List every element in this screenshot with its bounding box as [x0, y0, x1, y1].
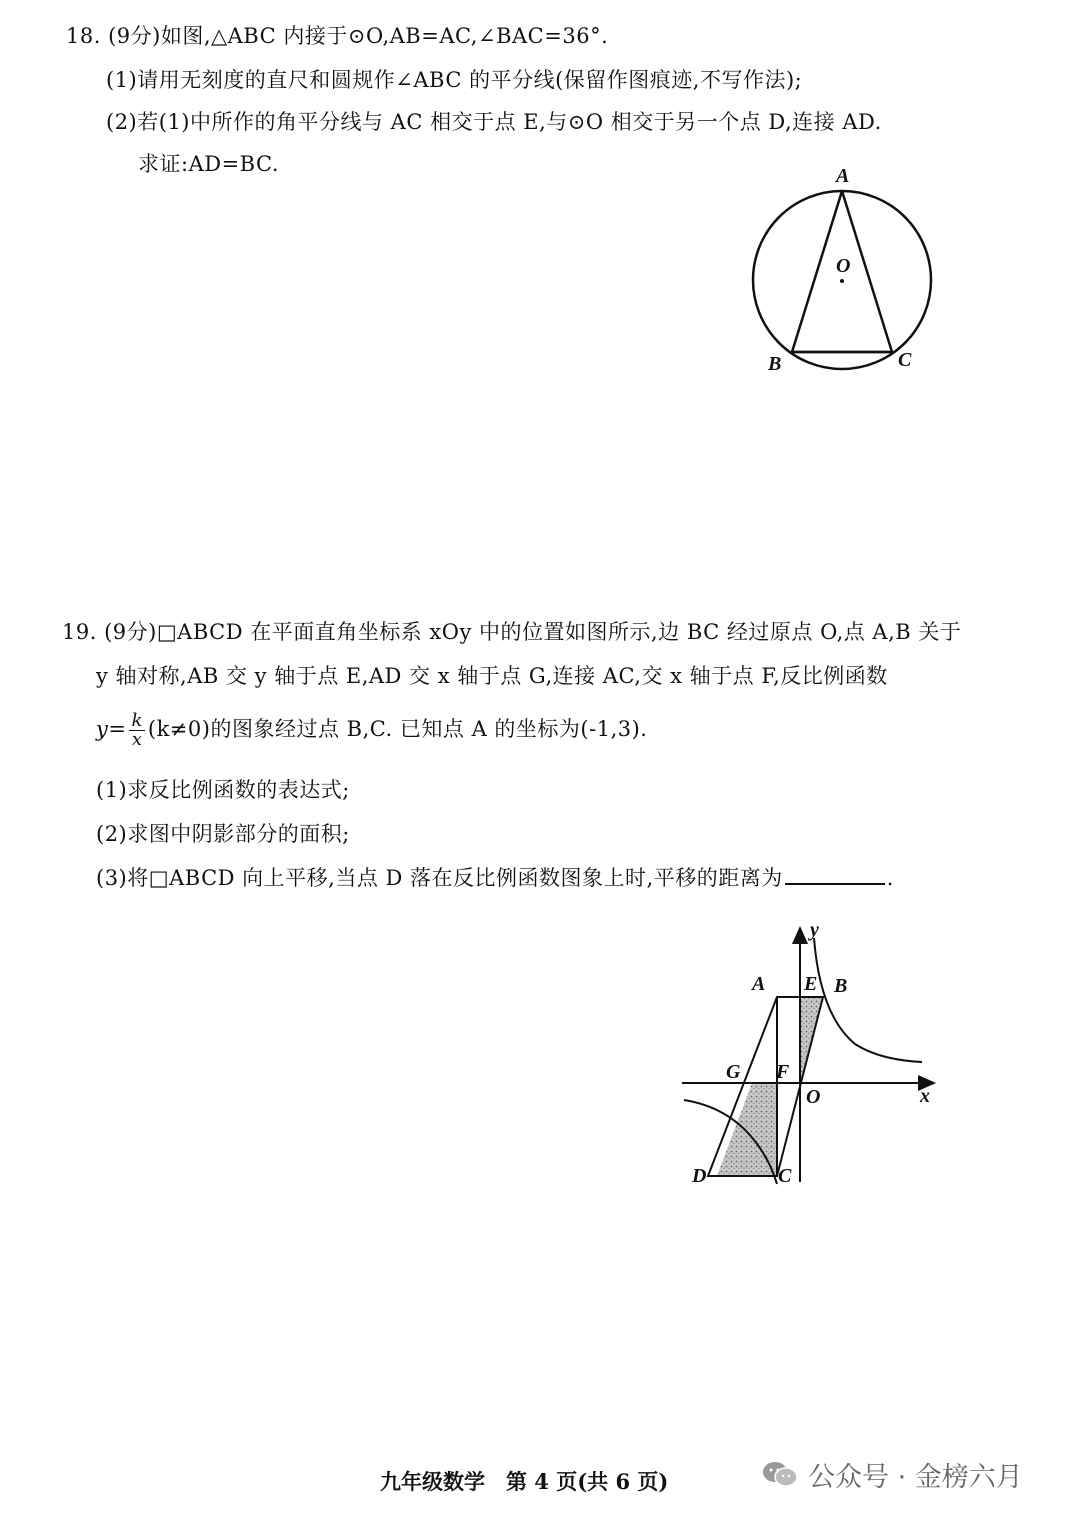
q19-part2: (2)求图中阴影部分的面积;: [96, 822, 350, 846]
wechat-icon: [762, 1461, 798, 1487]
answer-blank[interactable]: [785, 863, 885, 885]
hyperbola-first-quadrant: [814, 938, 922, 1062]
part3-end: .: [886, 866, 894, 890]
label-a: A: [836, 165, 850, 187]
q18-part1: (1)请用无刻度的直尺和圆规作∠ABC 的平分线(保留作图痕迹,不写作法);: [106, 68, 803, 92]
q19-figure: [670, 920, 950, 1200]
q19-stem-line1: 19. (9分)□ABCD 在平面直角坐标系 xOy 中的位置如图所示,边 BC 经过原点 O,点 A,B 关于: [62, 620, 962, 644]
q19-stem-line2: y 轴对称,AB 交 y 轴于点 E,AD 交 x 轴于点 G,连接 AC,交 x 轴于点 F,反比例函数: [96, 664, 888, 688]
label-b: B: [834, 975, 848, 997]
page-footer: 九年级数学 第 4 页(共 6 页): [380, 1469, 669, 1494]
fraction-denominator: x: [131, 729, 143, 750]
label-e: E: [804, 973, 818, 995]
watermark-text: 公众号 · 金榜六月: [808, 1462, 1023, 1493]
q18-part2: (2)若(1)中所作的角平分线与 AC 相交于点 E,与⊙O 相交于另一个点 D,连接 AD.: [106, 110, 882, 134]
func-y: y=: [96, 717, 127, 741]
label-g: G: [726, 1061, 741, 1083]
label-c: C: [898, 349, 912, 371]
fraction-numerator: k: [131, 710, 143, 731]
label-a: A: [752, 973, 766, 995]
label-x: x: [920, 1085, 930, 1107]
q18-prove: 求证:AD=BC.: [138, 152, 279, 176]
label-o: O: [836, 255, 851, 277]
part3-text: (3)将□ABCD 向上平移,当点 D 落在反比例函数图象上时,平移的距离为: [96, 866, 783, 890]
label-o: O: [806, 1086, 821, 1108]
label-y: y: [810, 919, 819, 941]
q19-part3: [96, 863, 894, 892]
q19-stem-line3: [96, 712, 647, 749]
q18-stem: 18. (9分)如图,△ABC 内接于⊙O,AB=AC,∠BAC=36°.: [66, 24, 609, 48]
stem-line3-rest: (k≠0)的图象经过点 B,C. 已知点 A 的坐标为(-1,3).: [147, 717, 648, 741]
label-b: B: [768, 353, 782, 375]
label-d: D: [692, 1165, 707, 1187]
fraction-k-over-x: [129, 712, 144, 749]
label-c: C: [778, 1165, 792, 1187]
q19-part1: (1)求反比例函数的表达式;: [96, 778, 350, 802]
q18-figure: [740, 160, 950, 380]
center-dot: [840, 279, 844, 283]
label-f: F: [776, 1061, 790, 1083]
